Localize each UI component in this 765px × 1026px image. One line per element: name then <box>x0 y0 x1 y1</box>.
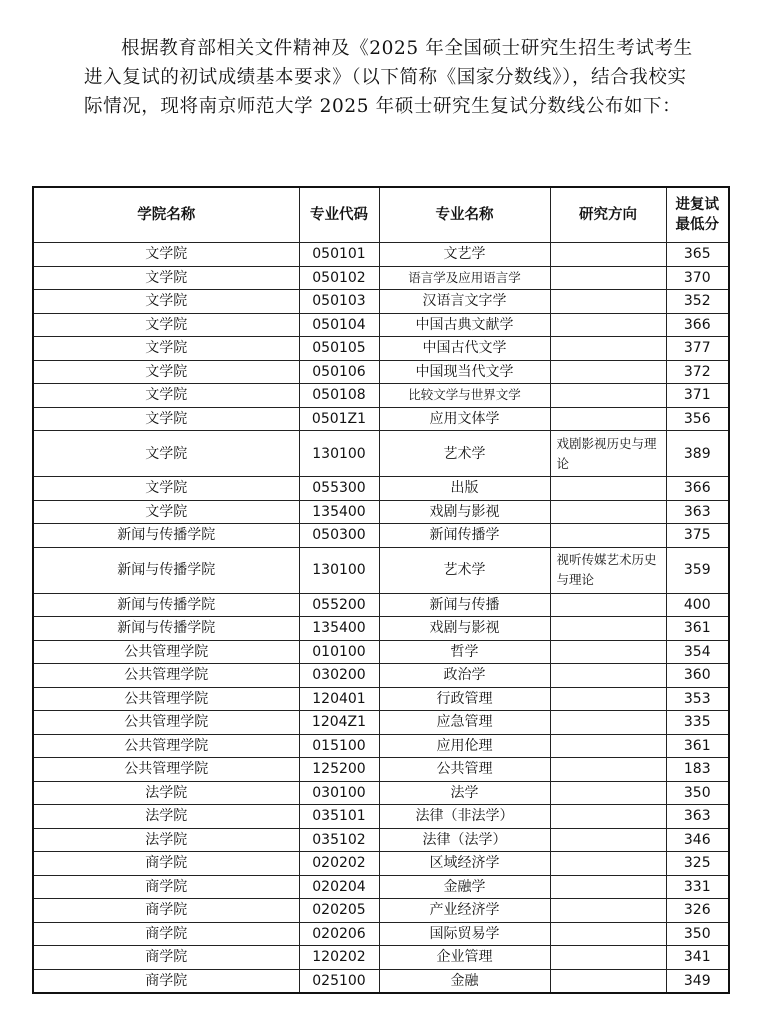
cell-major: 新闻传播学 <box>379 524 550 548</box>
table-row <box>33 500 729 524</box>
cell-min-score: 346 <box>666 828 729 852</box>
cell-major: 公共管理 <box>379 758 550 782</box>
cell-min-score: 325 <box>666 852 729 876</box>
cell-major: 哲学 <box>379 640 550 664</box>
cell-code: 050108 <box>299 384 379 408</box>
cell-college: 法学院 <box>33 805 299 829</box>
table-row <box>33 547 729 593</box>
cell-direction <box>550 687 666 711</box>
cell-direction <box>550 360 666 384</box>
table-row <box>33 337 729 361</box>
cell-major: 企业管理 <box>379 946 550 970</box>
table-row <box>33 969 729 993</box>
cell-direction <box>550 875 666 899</box>
cell-direction <box>550 805 666 829</box>
cell-major: 戏剧与影视 <box>379 500 550 524</box>
table-row <box>33 828 729 852</box>
cell-college: 公共管理学院 <box>33 734 299 758</box>
cell-major: 汉语言文字学 <box>379 290 550 314</box>
table-row <box>33 266 729 290</box>
cell-college: 公共管理学院 <box>33 687 299 711</box>
cell-college: 公共管理学院 <box>33 640 299 664</box>
cell-code: 120401 <box>299 687 379 711</box>
cell-min-score: 356 <box>666 407 729 431</box>
cell-college: 文学院 <box>33 243 299 267</box>
cell-major: 法律（非法学） <box>379 805 550 829</box>
cell-college: 商学院 <box>33 969 299 993</box>
cell-college: 文学院 <box>33 477 299 501</box>
cell-min-score: 372 <box>666 360 729 384</box>
cell-code: 130100 <box>299 547 379 593</box>
cell-code: 035101 <box>299 805 379 829</box>
cell-code: 135400 <box>299 500 379 524</box>
cell-direction <box>550 407 666 431</box>
cell-direction <box>550 852 666 876</box>
cell-major: 文艺学 <box>379 243 550 267</box>
cell-direction <box>550 337 666 361</box>
cell-min-score: 331 <box>666 875 729 899</box>
cell-major: 法律（法学） <box>379 828 550 852</box>
cell-min-score: 326 <box>666 899 729 923</box>
cell-min-score: 353 <box>666 687 729 711</box>
cell-college: 法学院 <box>33 781 299 805</box>
cell-min-score: 389 <box>666 431 729 477</box>
cell-min-score: 352 <box>666 290 729 314</box>
cell-major: 中国现当代文学 <box>379 360 550 384</box>
cell-college: 公共管理学院 <box>33 758 299 782</box>
cell-code: 020206 <box>299 922 379 946</box>
table-row <box>33 524 729 548</box>
cell-major: 新闻与传播 <box>379 593 550 617</box>
cell-college: 文学院 <box>33 431 299 477</box>
table-header-row <box>33 187 729 243</box>
cell-code: 055300 <box>299 477 379 501</box>
cell-min-score: 366 <box>666 477 729 501</box>
cell-college: 文学院 <box>33 384 299 408</box>
table-body <box>33 243 729 994</box>
cell-min-score: 360 <box>666 664 729 688</box>
cell-college: 文学院 <box>33 266 299 290</box>
cell-code: 1204Z1 <box>299 711 379 735</box>
score-table-container <box>32 186 728 994</box>
table-row <box>33 617 729 641</box>
cell-college: 新闻与传播学院 <box>33 524 299 548</box>
cell-min-score: 377 <box>666 337 729 361</box>
cell-college: 公共管理学院 <box>33 664 299 688</box>
cell-direction <box>550 500 666 524</box>
cell-direction <box>550 758 666 782</box>
cell-direction <box>550 266 666 290</box>
table-row <box>33 852 729 876</box>
cell-major: 政治学 <box>379 664 550 688</box>
cell-direction <box>550 313 666 337</box>
cell-min-score: 354 <box>666 640 729 664</box>
cell-code: 025100 <box>299 969 379 993</box>
cell-min-score: 350 <box>666 922 729 946</box>
cell-code: 050300 <box>299 524 379 548</box>
table-row <box>33 875 729 899</box>
cell-min-score: 361 <box>666 617 729 641</box>
cell-code: 0501Z1 <box>299 407 379 431</box>
cell-code: 030100 <box>299 781 379 805</box>
cell-college: 文学院 <box>33 313 299 337</box>
cell-direction <box>550 243 666 267</box>
table-row <box>33 384 729 408</box>
cell-code: 020205 <box>299 899 379 923</box>
cell-college: 文学院 <box>33 500 299 524</box>
table-row <box>33 734 729 758</box>
cell-direction <box>550 524 666 548</box>
cell-code: 015100 <box>299 734 379 758</box>
cell-college: 公共管理学院 <box>33 711 299 735</box>
cell-direction <box>550 617 666 641</box>
cell-college: 商学院 <box>33 899 299 923</box>
table-row <box>33 593 729 617</box>
header-major: 专业名称 <box>379 187 550 243</box>
cell-code: 020204 <box>299 875 379 899</box>
cell-direction <box>550 734 666 758</box>
table-row <box>33 922 729 946</box>
cell-min-score: 349 <box>666 969 729 993</box>
cell-major: 比较文学与世界文学 <box>379 384 550 408</box>
cell-major: 语言学及应用语言学 <box>379 266 550 290</box>
cell-code: 130100 <box>299 431 379 477</box>
cell-college: 商学院 <box>33 922 299 946</box>
table-row <box>33 687 729 711</box>
cell-major: 艺术学 <box>379 547 550 593</box>
cell-min-score: 366 <box>666 313 729 337</box>
cell-major: 国际贸易学 <box>379 922 550 946</box>
cell-code: 030200 <box>299 664 379 688</box>
cell-min-score: 363 <box>666 805 729 829</box>
cell-direction <box>550 781 666 805</box>
table-row <box>33 407 729 431</box>
cell-min-score: 370 <box>666 266 729 290</box>
cell-major: 应急管理 <box>379 711 550 735</box>
cell-major: 产业经济学 <box>379 899 550 923</box>
cell-college: 文学院 <box>33 290 299 314</box>
cell-direction <box>550 828 666 852</box>
header-direction: 研究方向 <box>550 187 666 243</box>
table-row <box>33 243 729 267</box>
header-college: 学院名称 <box>33 187 299 243</box>
cell-code: 125200 <box>299 758 379 782</box>
cell-code: 050105 <box>299 337 379 361</box>
cell-major: 艺术学 <box>379 431 550 477</box>
table-row <box>33 781 729 805</box>
cell-major: 出版 <box>379 477 550 501</box>
cell-direction <box>550 664 666 688</box>
cell-major: 戏剧与影视 <box>379 617 550 641</box>
table-row <box>33 477 729 501</box>
cell-college: 新闻与传播学院 <box>33 547 299 593</box>
cell-direction <box>550 922 666 946</box>
cell-major: 法学 <box>379 781 550 805</box>
cell-direction: 视听传媒艺术历史与理论 <box>550 547 666 593</box>
cell-min-score: 371 <box>666 384 729 408</box>
cell-college: 文学院 <box>33 407 299 431</box>
cell-min-score: 375 <box>666 524 729 548</box>
cell-min-score: 359 <box>666 547 729 593</box>
cell-code: 050103 <box>299 290 379 314</box>
cell-min-score: 341 <box>666 946 729 970</box>
cell-major: 应用伦理 <box>379 734 550 758</box>
cell-direction <box>550 640 666 664</box>
cell-min-score: 183 <box>666 758 729 782</box>
cell-min-score: 363 <box>666 500 729 524</box>
table-row <box>33 758 729 782</box>
cell-college: 商学院 <box>33 852 299 876</box>
cell-direction <box>550 899 666 923</box>
cell-min-score: 400 <box>666 593 729 617</box>
cell-direction <box>550 969 666 993</box>
cell-major: 金融 <box>379 969 550 993</box>
table-row <box>33 805 729 829</box>
cell-direction <box>550 477 666 501</box>
header-min-score-line1: 进复试 <box>675 197 719 213</box>
score-table <box>32 186 730 994</box>
header-code: 专业代码 <box>299 187 379 243</box>
header-min-score-line2: 最低分 <box>675 217 719 233</box>
cell-college: 新闻与传播学院 <box>33 617 299 641</box>
cell-direction <box>550 593 666 617</box>
cell-code: 135400 <box>299 617 379 641</box>
cell-college: 商学院 <box>33 875 299 899</box>
table-row <box>33 946 729 970</box>
cell-direction <box>550 946 666 970</box>
cell-code: 010100 <box>299 640 379 664</box>
cell-code: 050102 <box>299 266 379 290</box>
intro-paragraph <box>84 34 704 121</box>
cell-min-score: 335 <box>666 711 729 735</box>
cell-college: 文学院 <box>33 337 299 361</box>
cell-code: 050106 <box>299 360 379 384</box>
cell-major: 金融学 <box>379 875 550 899</box>
cell-code: 055200 <box>299 593 379 617</box>
cell-code: 050101 <box>299 243 379 267</box>
header-min-score <box>666 187 729 243</box>
cell-college: 法学院 <box>33 828 299 852</box>
cell-min-score: 350 <box>666 781 729 805</box>
table-row <box>33 290 729 314</box>
table-row <box>33 431 729 477</box>
cell-direction <box>550 384 666 408</box>
cell-min-score: 365 <box>666 243 729 267</box>
cell-code: 035102 <box>299 828 379 852</box>
table-row <box>33 313 729 337</box>
intro-text: 根据教育部相关文件精神及《2025 年全国硕士研究生招生考试考生进入复试的初试成绩基本要求》（以下简称《国家分数线》），结合我校实际情况，现将南京师范大学 2025 年硕士研究生复试分数线公布如下： <box>84 38 693 117</box>
cell-major: 中国古代文学 <box>379 337 550 361</box>
cell-min-score: 361 <box>666 734 729 758</box>
table-row <box>33 664 729 688</box>
cell-college: 商学院 <box>33 946 299 970</box>
table-row <box>33 899 729 923</box>
table-row <box>33 640 729 664</box>
cell-major: 中国古典文献学 <box>379 313 550 337</box>
cell-code: 050104 <box>299 313 379 337</box>
cell-major: 应用文体学 <box>379 407 550 431</box>
cell-major: 行政管理 <box>379 687 550 711</box>
table-row <box>33 360 729 384</box>
cell-direction <box>550 290 666 314</box>
cell-direction <box>550 711 666 735</box>
cell-major: 区域经济学 <box>379 852 550 876</box>
cell-code: 020202 <box>299 852 379 876</box>
cell-college: 新闻与传播学院 <box>33 593 299 617</box>
table-row <box>33 711 729 735</box>
cell-direction: 戏剧影视历史与理论 <box>550 431 666 477</box>
cell-college: 文学院 <box>33 360 299 384</box>
cell-code: 120202 <box>299 946 379 970</box>
